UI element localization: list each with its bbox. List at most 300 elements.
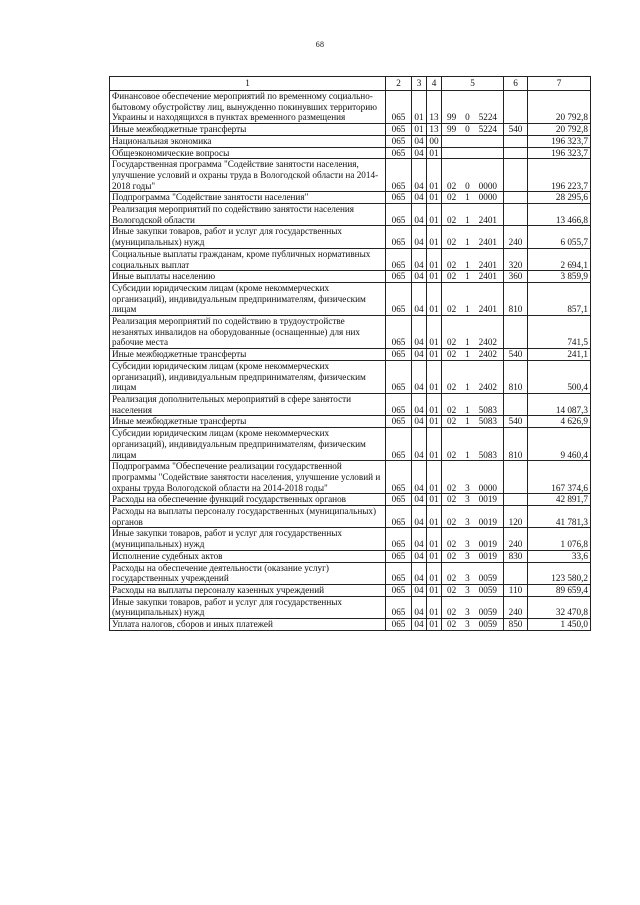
row-grbs: 065: [386, 248, 412, 270]
table-row: [110, 506, 591, 528]
target-article-parts: [444, 483, 501, 494]
budget-table: [109, 76, 591, 631]
row-pr: 13: [427, 91, 442, 124]
column-header: 4: [427, 77, 442, 91]
row-pr: 01: [427, 192, 442, 204]
row-grbs: 065: [386, 159, 412, 192]
row-target-article: [442, 91, 504, 124]
row-name: Расходы на обеспечение деятельности (оказание услуг) государственных учреждений: [110, 562, 386, 584]
target-article-parts: [444, 181, 501, 192]
table-row: [110, 204, 591, 226]
row-pr: 01: [427, 461, 442, 494]
row-pr: 01: [427, 360, 442, 393]
target-article-part: 5083: [478, 449, 497, 460]
row-rz: 04: [412, 271, 427, 283]
target-article-part: 1: [465, 192, 470, 203]
row-pr: 01: [427, 562, 442, 584]
row-amount: 1 450,0: [528, 619, 591, 631]
row-pr: 01: [427, 494, 442, 506]
row-amount: 41 781,3: [528, 506, 591, 528]
target-article-part: 3: [465, 584, 470, 595]
row-grbs: 065: [386, 528, 412, 550]
target-article-part: 02: [447, 449, 457, 460]
table-row: [110, 619, 591, 631]
target-article-parts: [444, 124, 501, 135]
target-article-part: 1: [465, 337, 470, 348]
row-expense-type: 240: [504, 528, 528, 550]
row-expense-type: [504, 91, 528, 124]
row-target-article: [442, 271, 504, 283]
table-row: [110, 550, 591, 562]
table-row: [110, 282, 591, 315]
target-article-parts: [444, 551, 501, 562]
row-name: Реализация мероприятий по содействию в трудоустройстве незанятых инвалидов на оборудованные (оснащенные) для них рабочие места: [110, 316, 386, 349]
row-name: Финансовое обеспечение мероприятий по временному социально-бытовому обустройству лиц, вынужденно покинувших территорию Украины и находящихся в пунктах временного размещения: [110, 91, 386, 124]
row-rz: 04: [412, 584, 427, 596]
target-article-part: 1: [465, 304, 470, 315]
table-row: [110, 461, 591, 494]
row-expense-type: [504, 461, 528, 494]
row-rz: 04: [412, 528, 427, 550]
target-article-part: 1: [465, 237, 470, 248]
target-article-parts: [444, 215, 501, 226]
column-header: 2: [386, 77, 412, 91]
target-article-part: 5083: [478, 416, 497, 427]
target-article-part: 1: [465, 349, 470, 360]
row-name: Расходы на обеспечение функций государственных органов: [110, 494, 386, 506]
target-article-part: 2402: [478, 382, 497, 393]
row-target-article: [442, 316, 504, 349]
row-amount: 3 859,9: [528, 271, 591, 283]
row-amount: 196 323,7: [528, 135, 591, 147]
table-row: [110, 349, 591, 361]
row-grbs: 065: [386, 596, 412, 618]
target-article-part: 3: [465, 482, 470, 493]
target-article-part: 02: [447, 573, 457, 584]
target-article-part: 0019: [478, 550, 497, 561]
target-article-part: 99: [447, 112, 457, 123]
target-article-part: 0: [465, 112, 470, 123]
row-amount: 20 792,8: [528, 124, 591, 136]
target-article-part: 1: [465, 271, 470, 282]
column-header: 7: [528, 77, 591, 91]
table-row: [110, 192, 591, 204]
row-grbs: 065: [386, 135, 412, 147]
table-row: [110, 91, 591, 124]
row-target-article: [442, 528, 504, 550]
row-expense-type: 540: [504, 416, 528, 428]
row-rz: 04: [412, 506, 427, 528]
row-expense-type: 360: [504, 271, 528, 283]
row-target-article: [442, 428, 504, 461]
target-article-part: 1: [465, 259, 470, 270]
target-article-part: 2402: [478, 349, 497, 360]
row-rz: 04: [412, 550, 427, 562]
table-row: [110, 135, 591, 147]
row-amount: 1 076,8: [528, 528, 591, 550]
target-article-part: 02: [447, 550, 457, 561]
row-target-article: [442, 159, 504, 192]
row-target-article: [442, 192, 504, 204]
row-amount: 32 470,8: [528, 596, 591, 618]
row-rz: 04: [412, 619, 427, 631]
table-row: [110, 416, 591, 428]
row-grbs: 065: [386, 506, 412, 528]
target-article-part: 2401: [478, 259, 497, 270]
row-grbs: 065: [386, 619, 412, 631]
row-expense-type: [504, 192, 528, 204]
row-target-article: [442, 562, 504, 584]
row-name: Расходы на выплаты персоналу государственных (муниципальных) органов: [110, 506, 386, 528]
table-row: [110, 226, 591, 248]
column-header: 3: [412, 77, 427, 91]
target-article-part: 0: [465, 124, 470, 135]
row-name: Иные закупки товаров, работ и услуг для государственных (муниципальных) нужд: [110, 226, 386, 248]
target-article-parts: [444, 450, 501, 461]
row-expense-type: [504, 393, 528, 415]
row-expense-type: [504, 562, 528, 584]
row-pr: 01: [427, 204, 442, 226]
row-expense-type: 540: [504, 124, 528, 136]
row-amount: 741,5: [528, 316, 591, 349]
row-rz: 04: [412, 360, 427, 393]
target-article-part: 1: [465, 449, 470, 460]
row-name: Исполнение судебных актов: [110, 550, 386, 562]
table-body: [110, 77, 591, 631]
table-row: [110, 271, 591, 283]
table-header-row: [110, 77, 591, 91]
target-article-part: 0019: [478, 539, 497, 550]
row-expense-type: [504, 147, 528, 159]
target-article-part: 02: [447, 619, 457, 630]
row-amount: 33,6: [528, 550, 591, 562]
target-article-parts: [444, 304, 501, 315]
row-target-article: [442, 619, 504, 631]
row-target-article: [442, 135, 504, 147]
row-amount: 28 295,6: [528, 192, 591, 204]
row-rz: 04: [412, 248, 427, 270]
row-pr: 01: [427, 316, 442, 349]
row-grbs: 065: [386, 584, 412, 596]
target-article-part: 02: [447, 607, 457, 618]
row-pr: 01: [427, 550, 442, 562]
target-article-parts: [444, 112, 501, 123]
row-amount: 167 374,6: [528, 461, 591, 494]
row-name: Общеэкономические вопросы: [110, 147, 386, 159]
row-amount: 13 466,8: [528, 204, 591, 226]
target-article-part: 2402: [478, 337, 497, 348]
row-expense-type: 810: [504, 428, 528, 461]
row-pr: 01: [427, 506, 442, 528]
target-article-part: 3: [465, 619, 470, 630]
row-rz: 04: [412, 204, 427, 226]
row-expense-type: [504, 316, 528, 349]
row-target-article: [442, 204, 504, 226]
row-amount: 2 694,1: [528, 248, 591, 270]
row-grbs: 065: [386, 204, 412, 226]
row-amount: 9 460,4: [528, 428, 591, 461]
row-target-article: [442, 416, 504, 428]
target-article-part: 3: [465, 539, 470, 550]
row-grbs: 065: [386, 461, 412, 494]
target-article-part: 0059: [478, 573, 497, 584]
row-rz: 04: [412, 416, 427, 428]
row-rz: 04: [412, 428, 427, 461]
row-target-article: [442, 248, 504, 270]
row-expense-type: 540: [504, 349, 528, 361]
row-grbs: 065: [386, 316, 412, 349]
table-row: [110, 428, 591, 461]
target-article-parts: [444, 260, 501, 271]
row-target-article: [442, 506, 504, 528]
target-article-parts: [444, 619, 501, 630]
row-grbs: 065: [386, 226, 412, 248]
row-expense-type: [504, 494, 528, 506]
table-row: [110, 562, 591, 584]
row-grbs: 065: [386, 271, 412, 283]
target-article-parts: [444, 517, 501, 528]
row-name: Иные межбюджетные трансферты: [110, 124, 386, 136]
table-row: [110, 494, 591, 506]
target-article-parts: [444, 585, 501, 596]
target-article-part: 3: [465, 607, 470, 618]
row-name: Субсидии юридическим лицам (кроме некоммерческих организаций), индивидуальным предпринимателям, физическим лицам: [110, 282, 386, 315]
row-target-article: [442, 147, 504, 159]
target-article-part: 99: [447, 124, 457, 135]
row-rz: 04: [412, 316, 427, 349]
target-article-part: 1: [465, 416, 470, 427]
target-article-part: 3: [465, 550, 470, 561]
row-pr: 01: [427, 416, 442, 428]
target-article-part: 0059: [478, 607, 497, 618]
row-rz: 04: [412, 596, 427, 618]
row-name: Иные межбюджетные трансферты: [110, 416, 386, 428]
target-article-parts: [444, 494, 501, 505]
row-amount: 241,1: [528, 349, 591, 361]
row-amount: 123 580,2: [528, 562, 591, 584]
row-pr: 01: [427, 147, 442, 159]
row-grbs: 065: [386, 124, 412, 136]
row-amount: 500,4: [528, 360, 591, 393]
row-name: Национальная экономика: [110, 135, 386, 147]
row-pr: 00: [427, 135, 442, 147]
table-row: [110, 248, 591, 270]
row-grbs: 065: [386, 192, 412, 204]
target-article-part: 02: [447, 584, 457, 595]
target-article-parts: [444, 416, 501, 427]
table-row: [110, 596, 591, 618]
table-row: [110, 528, 591, 550]
target-article-part: 02: [447, 382, 457, 393]
row-expense-type: [504, 204, 528, 226]
row-pr: 01: [427, 393, 442, 415]
row-pr: 01: [427, 226, 442, 248]
row-name: Иные выплаты населению: [110, 271, 386, 283]
row-name: Реализация мероприятий по содействию занятости населения Вологодской области: [110, 204, 386, 226]
target-article-part: 02: [447, 416, 457, 427]
row-name: Реализация дополнительных мероприятий в сфере занятости населения: [110, 393, 386, 415]
row-rz: 04: [412, 494, 427, 506]
row-amount: 14 087,3: [528, 393, 591, 415]
target-article-part: 3: [465, 516, 470, 527]
row-target-article: [442, 360, 504, 393]
table-row: [110, 147, 591, 159]
target-article-part: 5083: [478, 404, 497, 415]
row-amount: 857,1: [528, 282, 591, 315]
row-rz: 04: [412, 226, 427, 248]
target-article-part: 0000: [478, 482, 497, 493]
target-article-parts: [444, 405, 501, 416]
row-grbs: 065: [386, 360, 412, 393]
row-amount: 89 659,4: [528, 584, 591, 596]
row-grbs: 065: [386, 550, 412, 562]
row-target-article: [442, 124, 504, 136]
target-article-part: 5224: [478, 112, 497, 123]
target-article-part: 1: [465, 382, 470, 393]
row-grbs: 065: [386, 416, 412, 428]
target-article-part: 1: [465, 214, 470, 225]
row-rz: 04: [412, 461, 427, 494]
row-rz: 04: [412, 159, 427, 192]
row-target-article: [442, 393, 504, 415]
row-rz: 01: [412, 124, 427, 136]
row-pr: 01: [427, 528, 442, 550]
row-expense-type: 240: [504, 226, 528, 248]
row-target-article: [442, 584, 504, 596]
target-article-part: 02: [447, 259, 457, 270]
target-article-part: 02: [447, 516, 457, 527]
target-article-parts: [444, 539, 501, 550]
row-target-article: [442, 494, 504, 506]
row-rz: 04: [412, 147, 427, 159]
row-target-article: [442, 282, 504, 315]
row-amount: 4 626,9: [528, 416, 591, 428]
row-pr: 01: [427, 349, 442, 361]
target-article-part: 0019: [478, 516, 497, 527]
page-number: 68: [315, 40, 325, 49]
target-article-part: 0: [465, 180, 470, 191]
row-pr: 01: [427, 428, 442, 461]
target-article-part: 02: [447, 482, 457, 493]
row-grbs: 065: [386, 393, 412, 415]
target-article-parts: [444, 607, 501, 618]
row-expense-type: 830: [504, 550, 528, 562]
row-grbs: 065: [386, 147, 412, 159]
row-expense-type: 110: [504, 584, 528, 596]
row-name: Субсидии юридическим лицам (кроме некоммерческих организаций), индивидуальным предпринимателям, физическим лицам: [110, 360, 386, 393]
target-article-part: 0059: [478, 584, 497, 595]
row-pr: 01: [427, 248, 442, 270]
row-rz: 04: [412, 282, 427, 315]
column-header: 6: [504, 77, 528, 91]
target-article-part: 2401: [478, 271, 497, 282]
row-amount: 42 891,7: [528, 494, 591, 506]
row-name: Государственная программа "Содействие занятости населения, улучшение условий и охраны труда в Вологодской области на 2014-2018 годы": [110, 159, 386, 192]
row-pr: 01: [427, 596, 442, 618]
row-pr: 13: [427, 124, 442, 136]
target-article-part: 2401: [478, 304, 497, 315]
target-article-part: 02: [447, 180, 457, 191]
row-name: Подпрограмма "Обеспечение реализации государственной программы "Содействие занятости населения, улучшение условий и охраны труда Вологодской области на 2014-2018 годы": [110, 461, 386, 494]
row-target-article: [442, 550, 504, 562]
target-article-part: 02: [447, 304, 457, 315]
row-target-article: [442, 349, 504, 361]
row-grbs: 065: [386, 494, 412, 506]
row-pr: 01: [427, 584, 442, 596]
target-article-part: 3: [465, 573, 470, 584]
row-target-article: [442, 226, 504, 248]
target-article-part: 02: [447, 192, 457, 203]
target-article-part: 02: [447, 337, 457, 348]
table-row: [110, 124, 591, 136]
row-name: Расходы на выплаты персоналу казенных учреждений: [110, 584, 386, 596]
row-name: Иные межбюджетные трансферты: [110, 349, 386, 361]
row-expense-type: 810: [504, 282, 528, 315]
target-article-parts: [444, 237, 501, 248]
column-header: 1: [110, 77, 386, 91]
target-article-part: 02: [447, 404, 457, 415]
target-article-parts: [444, 382, 501, 393]
row-target-article: [442, 596, 504, 618]
target-article-part: 5224: [478, 124, 497, 135]
row-rz: 04: [412, 349, 427, 361]
row-pr: 01: [427, 619, 442, 631]
row-name: Уплата налогов, сборов и иных платежей: [110, 619, 386, 631]
row-rz: 01: [412, 91, 427, 124]
row-expense-type: 810: [504, 360, 528, 393]
row-amount: 196 223,7: [528, 159, 591, 192]
row-grbs: 065: [386, 562, 412, 584]
table-row: [110, 584, 591, 596]
target-article-part: 1: [465, 404, 470, 415]
row-name: Подпрограмма "Содействие занятости населения": [110, 192, 386, 204]
row-rz: 04: [412, 562, 427, 584]
row-name: Социальные выплаты гражданам, кроме публичных нормативных социальных выплат: [110, 248, 386, 270]
target-article-part: 02: [447, 214, 457, 225]
row-amount: 6 055,7: [528, 226, 591, 248]
target-article-part: 0000: [478, 180, 497, 191]
row-pr: 01: [427, 282, 442, 315]
target-article-part: 0059: [478, 619, 497, 630]
table-row: [110, 159, 591, 192]
target-article-part: 2401: [478, 214, 497, 225]
row-rz: 04: [412, 393, 427, 415]
target-article-part: 02: [447, 271, 457, 282]
row-rz: 04: [412, 192, 427, 204]
table-row: [110, 393, 591, 415]
table-row: [110, 316, 591, 349]
target-article-part: 0000: [478, 192, 497, 203]
target-article-part: 3: [465, 494, 470, 505]
row-grbs: 065: [386, 428, 412, 461]
target-article-parts: [444, 192, 501, 203]
target-article-parts: [444, 349, 501, 360]
row-pr: 01: [427, 271, 442, 283]
row-expense-type: 320: [504, 248, 528, 270]
row-name: Субсидии юридическим лицам (кроме некоммерческих организаций), индивидуальным предпринимателям, физическим лицам: [110, 428, 386, 461]
row-amount: 196 323,7: [528, 147, 591, 159]
target-article-part: 2401: [478, 237, 497, 248]
table-row: [110, 360, 591, 393]
row-grbs: 065: [386, 91, 412, 124]
row-name: Иные закупки товаров, работ и услуг для государственных (муниципальных) нужд: [110, 596, 386, 618]
target-article-part: 02: [447, 237, 457, 248]
target-article-parts: [444, 337, 501, 348]
row-expense-type: 240: [504, 596, 528, 618]
target-article-part: 02: [447, 494, 457, 505]
row-expense-type: [504, 159, 528, 192]
row-name: Иные закупки товаров, работ и услуг для государственных (муниципальных) нужд: [110, 528, 386, 550]
